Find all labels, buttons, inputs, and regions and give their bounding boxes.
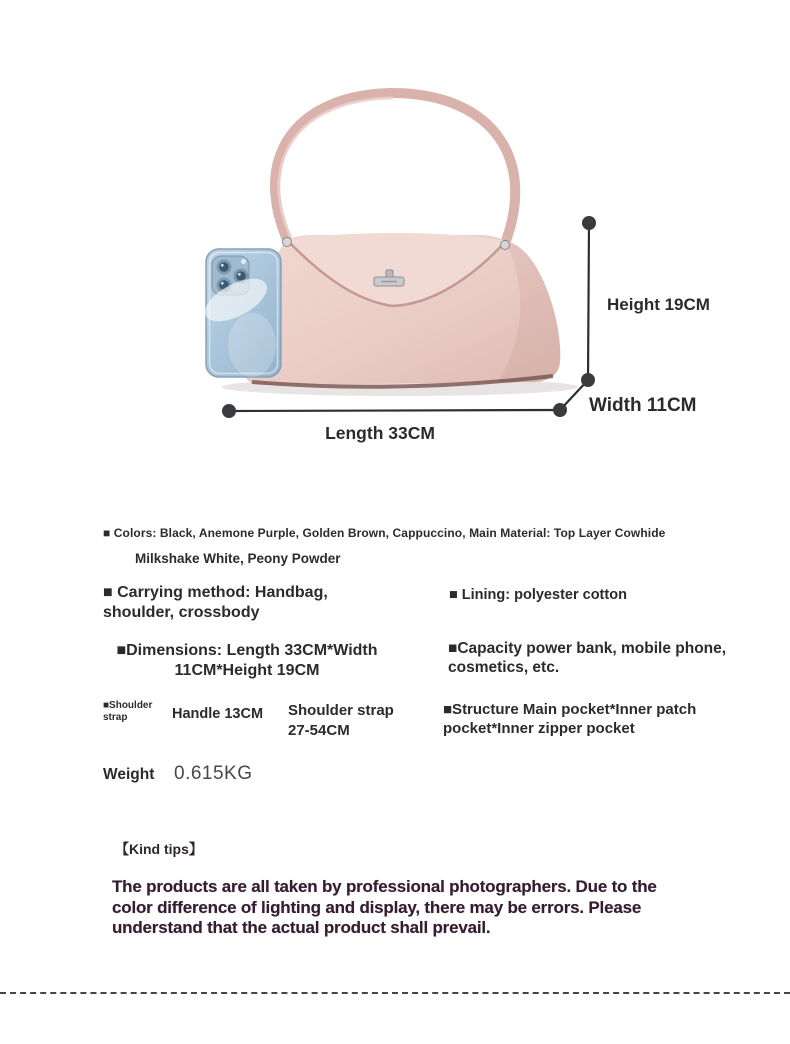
bag-body: [243, 233, 561, 387]
spec-colors-line1: ■ Colors: Black, Anemone Purple, Golden Brown, Cappuccino, Main Material: Top Layer Cowhide: [103, 526, 666, 540]
bag-handle: [275, 93, 515, 246]
product-photo: [0, 0, 790, 500]
spec-handle-length: Handle 13CM: [172, 706, 264, 722]
spec-shoulder-strap-length: Shoulder strap 27-54CM: [288, 702, 394, 739]
spec-dimensions: ■Dimensions: Length 33CM*Width 11CM*Height 19CM: [116, 642, 378, 679]
spec-lining: ■ Lining: polyester cotton: [449, 587, 627, 603]
length-dimension-label: Length 33CM: [325, 423, 435, 443]
spec-structure: ■Structure Main pocket*Inner patch pocket*Inner zipper pocket: [443, 701, 697, 737]
handle-hardware-right: [501, 241, 510, 250]
length-line: [229, 410, 560, 411]
spec-colors-line2: Milkshake White, Peony Powder: [135, 551, 341, 566]
width-dimension-label: Width 11CM: [589, 395, 697, 416]
handle-hardware-left: [283, 238, 292, 247]
kind-tips-title: 【Kind tips】: [115, 841, 203, 857]
spec-carrying-method: ■ Carrying method: Handbag, shoulder, crossbody: [103, 584, 328, 621]
kind-tips-body: The products are all taken by professional photographers. Due to the color difference of lighting and display, there may be errors. Please understand that the actual product shall prevail.: [112, 877, 657, 937]
height-dimension-label: Height 19CM: [607, 295, 710, 314]
spec-weight-label: Weight: [103, 766, 155, 783]
phone-illustration: [198, 249, 281, 377]
spec-capacity: ■Capacity power bank, mobile phone, cosmetics, etc.: [448, 640, 727, 676]
height-line: [588, 223, 589, 380]
spec-shoulder-strap-group-label: ■Shoulder strap: [103, 700, 153, 723]
spec-weight-value: 0.615KG: [174, 763, 253, 784]
dashed-divider: [0, 992, 790, 994]
